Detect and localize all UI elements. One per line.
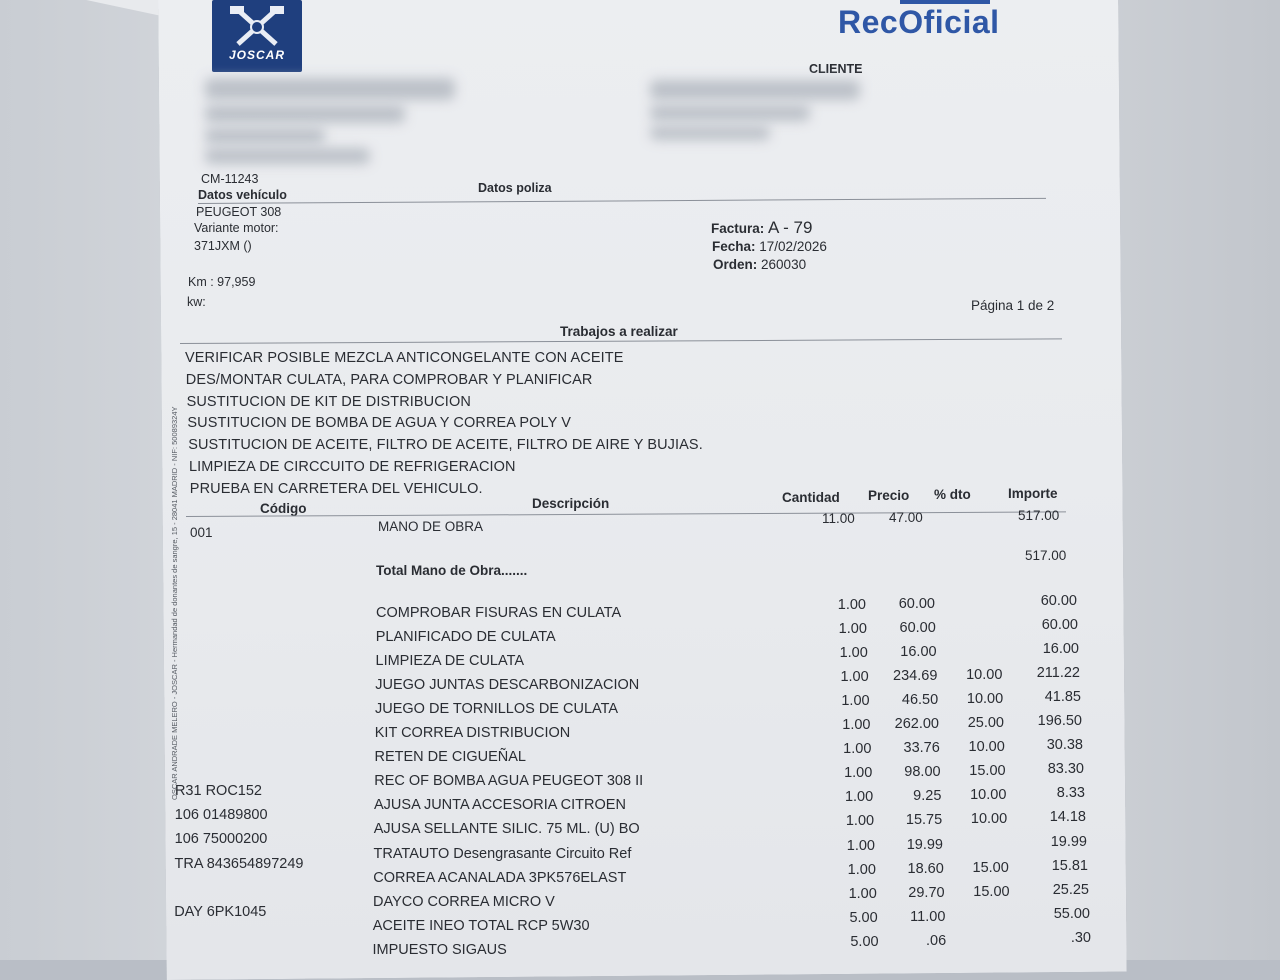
row-amount: 16.00	[1042, 641, 1079, 658]
row-price: 15.75	[905, 812, 943, 829]
work-item: SUSTITUCION DE BOMBA DE AGUA Y CORREA POLY V	[187, 415, 572, 432]
row-price: 60.00	[899, 620, 936, 637]
row-dto: 10.00	[970, 787, 1007, 804]
row-qty: 1.00	[839, 645, 868, 662]
page-indicator: Página 1 de 2	[971, 298, 1055, 313]
side-legal-note: OSCAR ANDRADE MELERO - JOSCAR - Hermandad de donantes de sangre, 15 - 28041 MADRID - NIF: 50089324Y	[170, 406, 179, 800]
redacted-workshop-city	[205, 128, 325, 144]
header-cantidad: Cantidad	[782, 490, 840, 505]
row-dto: 10.00	[968, 739, 1005, 756]
row-desc: JUEGO DE TORNILLOS DE CULATA	[375, 701, 619, 718]
row-amount: 60.00	[1041, 617, 1078, 634]
invoice-number: A - 79	[768, 218, 813, 237]
header-dto: % dto	[934, 487, 971, 502]
header-descripcion: Descripción	[532, 496, 610, 511]
row-desc: RETEN DE CIGUEÑAL	[374, 749, 526, 766]
row-amount: 41.85	[1044, 689, 1081, 706]
row-code: DAY 6PK1045	[174, 903, 267, 920]
row-dto: 25.00	[967, 715, 1004, 732]
row-desc: JUEGO JUNTAS DESCARBONIZACION	[375, 677, 640, 694]
row-amount: 25.25	[1052, 881, 1089, 898]
row-qty: 1.00	[837, 597, 866, 613]
row-price: 33.76	[903, 740, 940, 757]
redacted-workshop-phone	[205, 148, 370, 164]
order-number: 260030	[761, 257, 807, 272]
row-price: .06	[926, 932, 947, 949]
row-qty: 1.00	[843, 741, 872, 758]
row-desc: LIMPIEZA DE CULATA	[375, 653, 525, 670]
row-dto: 10.00	[966, 667, 1003, 684]
header-importe: Importe	[1008, 486, 1058, 501]
brand-name: RecOficial	[838, 4, 1000, 40]
redacted-client-name	[650, 80, 860, 100]
row-desc: CORREA ACANALADA 3PK576ELAST	[373, 869, 627, 886]
work-item: DES/MONTAR CULATA, PARA COMPROBAR Y PLANIFICAR	[185, 371, 593, 388]
row-price: 16.00	[900, 644, 937, 661]
invoice-number-label: Factura:	[711, 221, 765, 236]
row-code: TRA 843654897249	[174, 855, 304, 872]
row-desc: DAYCO CORREA MICRO V	[373, 893, 555, 910]
row-desc: IMPUESTO SIGAUS	[372, 941, 507, 958]
labor-qty: 11.00	[822, 511, 855, 526]
labor-price: 47.00	[889, 510, 923, 525]
work-item: SUSTITUCION DE ACEITE, FILTRO DE ACEITE, FILTRO DE AIRE Y BUJIAS.	[188, 437, 703, 454]
row-desc: KIT CORREA DISTRIBUCION	[374, 725, 571, 742]
row-dto: 15.00	[972, 859, 1009, 876]
redacted-client-address	[650, 105, 810, 121]
row-code: R31 ROC152	[174, 783, 262, 800]
row-qty: 1.00	[844, 789, 874, 806]
labor-amount: 517.00	[1018, 508, 1060, 523]
row-qty: 1.00	[845, 813, 875, 830]
work-item: PRUEBA EN CARRETERA DEL VEHICULO.	[189, 480, 483, 497]
row-desc: TRATAUTO Desengrasante Circuito Ref	[373, 845, 632, 862]
row-amount: 211.22	[1036, 665, 1080, 682]
row-amount: 83.30	[1047, 761, 1084, 778]
header-precio: Precio	[868, 488, 910, 503]
workshop-logo	[212, 0, 302, 72]
logo-label: JOSCAR	[228, 48, 285, 62]
row-price: 98.00	[904, 764, 941, 781]
row-qty: 5.00	[849, 909, 878, 926]
crossed-tools-icon	[226, 4, 288, 50]
row-amount: 196.50	[1037, 713, 1082, 730]
row-amount: 8.33	[1056, 785, 1085, 802]
row-amount: 14.18	[1049, 809, 1086, 826]
vehicle-plate: 371JXM ()	[194, 239, 252, 253]
row-price: 46.50	[901, 692, 939, 709]
row-price: 9.25	[913, 788, 942, 805]
labor-code: 001	[190, 525, 213, 540]
header-codigo: Código	[260, 501, 307, 516]
invoice-date-label: Fecha:	[712, 239, 756, 254]
row-desc: ACEITE INEO TOTAL RCP 5W30	[372, 917, 590, 934]
row-desc: AJUSA JUNTA ACCESORIA CITROEN	[374, 797, 626, 814]
row-price: 262.00	[894, 716, 939, 733]
order-label: Orden:	[713, 257, 758, 272]
row-qty: 1.00	[844, 765, 873, 782]
redacted-workshop-name	[205, 78, 455, 100]
vehicle-km: Km : 97,959	[188, 275, 256, 289]
row-dto: 15.00	[973, 883, 1010, 900]
labor-total-value: 517.00	[1025, 548, 1067, 563]
labor-desc: MANO DE OBRA	[378, 519, 484, 534]
row-qty: 1.00	[841, 693, 870, 710]
row-dto: 15.00	[969, 763, 1006, 780]
row-amount: 30.38	[1046, 737, 1083, 754]
row-qty: 1.00	[842, 717, 871, 734]
row-amount: .30	[1070, 929, 1091, 946]
vehicle-model: PEUGEOT 308	[196, 205, 282, 219]
row-desc: REC OF BOMBA AGUA PEUGEOT 308 II	[374, 773, 644, 790]
row-qty: 1.00	[838, 621, 867, 638]
row-price: 60.00	[898, 596, 935, 612]
row-desc: PLANIFICADO DE CULATA	[375, 629, 556, 646]
row-qty: 5.00	[850, 933, 879, 950]
row-qty: 1.00	[846, 837, 875, 854]
row-price: 234.69	[893, 668, 938, 685]
vehicle-ref: CM-11243	[201, 172, 259, 186]
engine-variant-label: Variante motor:	[194, 221, 279, 235]
work-item: VERIFICAR POSIBLE MEZCLA ANTICONGELANTE CON ACEITE	[185, 350, 624, 366]
row-amount: 55.00	[1053, 905, 1090, 922]
row-amount: 15.81	[1051, 857, 1088, 874]
work-item: LIMPIEZA DE CIRCCUITO DE REFRIGERACION	[189, 459, 516, 475]
row-amount: 60.00	[1040, 593, 1077, 609]
client-label: CLIENTE	[809, 62, 863, 76]
redacted-client-city	[650, 126, 770, 140]
labor-total-label: Total Mano de Obra.......	[376, 563, 528, 578]
invoice-date: 17/02/2026	[759, 239, 827, 254]
works-title: Trabajos a realizar	[560, 324, 678, 339]
redacted-workshop-address	[205, 105, 405, 123]
row-price: 11.00	[910, 908, 946, 925]
row-qty: 1.00	[848, 885, 877, 902]
vehicle-data-label: Datos vehículo	[198, 188, 287, 202]
policy-data-label: Datos poliza	[478, 181, 552, 195]
row-qty: 1.00	[847, 861, 876, 878]
row-price: 18.60	[907, 860, 944, 877]
row-dto: 10.00	[966, 691, 1004, 708]
row-dto: 10.00	[970, 811, 1008, 828]
vehicle-kw: kw:	[187, 295, 206, 309]
row-price: 29.70	[908, 884, 945, 901]
row-desc: COMPROBAR FISURAS EN CULATA	[376, 605, 622, 621]
row-code: 106 75000200	[174, 831, 268, 848]
row-amount: 19.99	[1050, 833, 1087, 850]
work-item: SUSTITUCION DE KIT DE DISTRIBUCION	[186, 393, 471, 410]
row-qty: 1.00	[840, 669, 869, 686]
row-price: 19.99	[906, 836, 943, 853]
row-code: 106 01489800	[174, 807, 268, 824]
row-desc: AJUSA SELLANTE SILIC. 75 ML. (U) BO	[373, 821, 640, 838]
